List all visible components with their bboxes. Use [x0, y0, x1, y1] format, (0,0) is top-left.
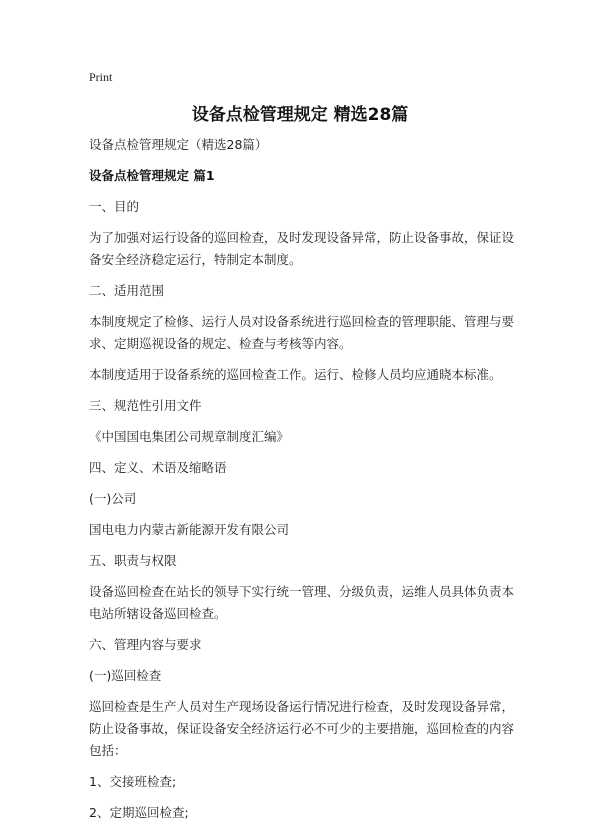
document-body — [89, 134, 521, 824]
paragraph: 巡回检查是生产人员对生产现场设备运行情况进行检查，及时发现设备异常，防止设备事故，保证设备安全经济运行必不可少的主要措施，巡回检查的内容包括： — [89, 699, 515, 758]
print-label: Print — [89, 70, 113, 84]
subtitle-paragraph: 设备点检管理规定（精选28篇） — [89, 137, 268, 152]
section-heading: 设备点检管理规定 篇1 — [89, 168, 215, 183]
heading-references: 三、规范性引用文件 — [89, 398, 202, 413]
heading-responsibilities: 五、职责与权限 — [89, 553, 177, 568]
paragraph: 本制度适用于设备系统的巡回检查工作。运行、检修人员均应通晓本标准。 — [89, 367, 502, 382]
document-title: 设备点检管理规定 精选28篇 — [191, 105, 409, 125]
heading-definitions: 四、定义、术语及缩略语 — [89, 460, 227, 475]
heading-scope: 二、适用范围 — [89, 283, 165, 298]
paragraph: 《中国国电集团公司规章制度汇编》 — [89, 429, 290, 444]
list-item: 2、定期巡回检查; — [89, 805, 189, 820]
list-item: 1、交接班检查; — [89, 774, 177, 789]
paragraph: 设备巡回检查在站长的领导下实行统一管理、分级负责，运维人员具体负责本电站所辖设备巡回检查。 — [89, 584, 515, 621]
paragraph: 国电电力内蒙古新能源开发有限公司 — [89, 522, 290, 537]
heading-management: 六、管理内容与要求 — [89, 637, 202, 652]
subheading-patrol: (一)巡回检查 — [89, 668, 162, 683]
heading-purpose: 一、目的 — [89, 199, 140, 214]
paragraph: 为了加强对运行设备的巡回检查，及时发现设备异常，防止设备事故，保证设备安全经济稳定运行，特制定本制度。 — [89, 230, 515, 267]
subheading-company: (一)公司 — [89, 491, 137, 506]
paragraph: 本制度规定了检修、运行人员对设备系统进行巡回检查的管理职能、管理与要求、定期巡视设备的规定、检查与考核等内容。 — [89, 314, 515, 351]
